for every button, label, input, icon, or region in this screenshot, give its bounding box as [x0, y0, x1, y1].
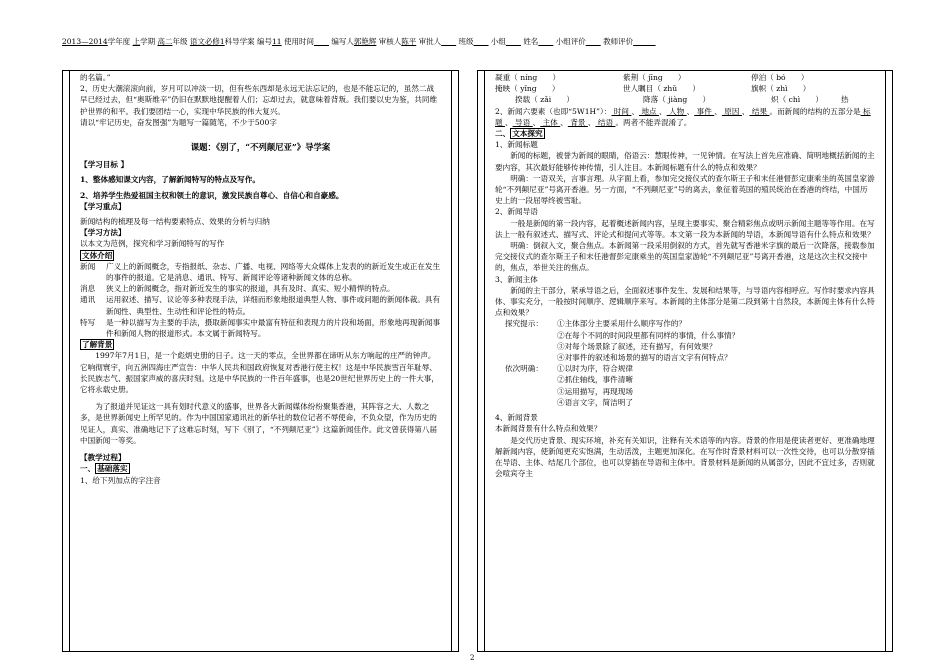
pinyin-item: 旗帜（ zhì ） [751, 84, 811, 94]
answer-blank: 地点 [639, 106, 660, 116]
goals-heading: 【学习目标 】 [80, 160, 129, 170]
intro-line: 的名篇。” [80, 73, 111, 82]
s3-para-1: 新闻的主干部分，紧承导语之后，全面叙述事件发生、发展和结果等，与导语内容相呼应。写作时要求内容具体、事实充分，一般按时间顺序、逻辑顺序来写。本新闻的主体部分是第二段到第十自然段，本新闻主体有什么特点和效果？ [495, 285, 875, 318]
pinyin-item: 掩映（ yǐnɡ ） [495, 84, 560, 94]
answer-blank: 时间 [611, 106, 632, 116]
answer-blank: 原因 [721, 106, 742, 116]
answer-blank: 导语 [512, 117, 533, 127]
s3-answer: ④语言文字，简洁明了 [557, 397, 633, 407]
answer-blank: 标题 [495, 106, 871, 127]
pinyin-item: 炽（ chì ） [771, 95, 823, 105]
right-content: 凝重（ nínɡ ） 紫荆（ jīnɡ ） 停泊（ bó ） 掩映（ yǐnɡ ） 世人瞩目（ zhǔ ） 旗帜（ zhì ） 揆载（ zǎi ） 降落（ jiànɡ ） 炽（ chì ） 热 2、新闻六要素（也即“5W1H”）： 时间 、 地点 、 人物 、 事件 、 原因 、 结果 。而新闻的结构的五部分是 标题 、 导语 、 主体 、 背景 、 结语 。两者不能弄混淆了。 二、 文本探究 1、新闻标题 新闻的标题，被誉为新闻的眼睛，俗语云：慧眼传神，一见钟情。在写法上首先应准确、简明地概括新闻的主要内容，其次最好能够传神传情，引人注目。本新闻标题有什么的特点和效果？ 明确：一语双关，言事言理。从字面上看，参加完交接仪式的查尔斯王子和末任港督彭定康乘坐的英国皇家游轮“不列颠尼亚”号离开香港。另一方面，“不列颠尼亚”号的离去，象征着英国的殖民统治在香港的终结，中国历史上的一段屈辱终被雪耻。 2、新闻导语 一般是新闻的第一段内容，起着概述新闻内容，呈现主要事实、聚合精彩焦点或明示新闻主题等等作用。在写法上一般有叙述式、描写式、评论式和提问式等等。本文第一段为本新闻的导语，本新闻导语有什么特点和效果？ 明确：倒叙入文，聚合焦点。本新闻第一段采用倒叙的方式，首先就写香港米字旗的最后一次降落，接载参加完交接仪式的查尔斯王子和末任港督彭定康乘坐的英国皇家游轮“不列颠尼亚”号离开香港，这是这次主权交接中的，焦点，举世关注的焦点。 3、新闻主体 新闻的主干部分，紧承导语之后，全面叙述事件发生、发展和结果等，与导语内容相呼应。写作时要求内容具体、事实充分，一般按时间顺序、逻辑顺序来写。本新闻的主体部分是第二段到第十自然段，本新闻主体有什么特点和效果？ 探究提示： ①主体部分主要采用什么顺序写作的？ ②在每个不同的时间段里都有同样的事情，什么事情？ ③对每个场景除了叙述，还有描写，有何效果？ ④对事件的叙述和场景的描写的语言文字有何特点？ 依次明确： ①以时为序，符合规律 ②抓住轴线，事件清晰 ③运用描写，再现现场 ④语言文字，简洁明了 4、新闻背景 本新闻背景有什么特点和效果？ 是交代历史背景、现实环境，补充有关知识，注释有关术语等的内容。背景的作用是使读者更好、更准确地理解新闻内容，使新闻更充实饱满，生动活泼，主题更加深化。在写作时背景材料可以一次性交待，也可以分散穿插在导语、主体、结尾几个部位，也可以穿插在导语和主体中。背景材料是新闻的从属部分，因此不宜过多，否则就会喧宾夺主 [495, 73, 875, 479]
pinyin-item: 停泊（ bó ） [751, 73, 809, 82]
answer-blank: 主体 [540, 117, 561, 127]
s2-heading: 2、新闻导语 [495, 207, 538, 217]
s3-answer: ③运用描写，再现现场 [557, 386, 633, 396]
reviewer: 陈平 [401, 37, 417, 46]
left-page [62, 70, 459, 652]
intro-paragraph: 2、历史大潮滚滚向前，岁月可以冲淡一切，但有些东西却是永远无法忘记的，也是不能忘记的，虽然二战早已经过去，但“奥斯维辛”仍旧在默默地提醒着人们；忘却过去，就意味着背叛。我们要以史为鉴，共同维护世界的和平。我们要团结一心，实现中华民族的伟大复兴。 [80, 84, 438, 116]
s3-tips: 探究提示： ①主体部分主要采用什么顺序写作的？ ②在每个不同的时间段里都有同样的事情，什么事情？ ③对每个场景除了叙述，还有描写，有何效果？ ④对事件的叙述和场景的描写的语言文字有何特点？ [505, 319, 740, 363]
pinyin-row [495, 72, 875, 83]
pinyin-item: 降落（ jiànɡ ） [643, 95, 711, 105]
school-year: 2013—2014 [62, 37, 108, 46]
right-inner-frame [484, 70, 886, 652]
section-text-inquiry: 文本探究 [512, 129, 543, 139]
s1-para-1: 新闻的标题，被誉为新闻的眼睛，俗语云：慧眼传神，一见钟情。在写法上首先应准确、简明地概括新闻的主要内容，其次最好能够传神传情，引人注目。本新闻标题有什么的特点和效果？ [495, 151, 875, 172]
method-heading: 【学习方法】 [80, 228, 126, 238]
method-text: 以本文为范例，探究和学习新闻特写的写作 [80, 239, 225, 249]
process-heading: 【教学过程】 [80, 453, 126, 463]
book: 语文必修1 [189, 37, 225, 46]
background-para-1: 1997年7月1日，是一个彪炳史册的日子。这一天的零点，全世界都在谛听从东方响起的庄严的钟声。它响彻寰宇，向五洲四海庄严宣告：中华人民共和国政府恢复对香港行使主权！这是中华民族雪百年耻辱、长民族志气、振国家声威的喜庆时刻。这是中华民族的一件百年盛事，也是20世纪世界历史上的一件大事，它将永载史册。 [80, 351, 439, 395]
goal-2: 2、培养学生热爱祖国主权和领土的意识，激发民族自尊心、自信心和自豪感。 [80, 190, 344, 200]
s1-heading: 1、新闻标题 [495, 140, 538, 150]
header-line: 2013—2014学年度 上学期 高二年级 语文必修1科导学案 编号11 使用时间 编写人郭艳辉 审核人陈平 审批人 班级 小组 姓名 小组评价 教师评价 [62, 37, 634, 46]
pinyin-grid [495, 72, 875, 106]
pinyin-item: 世人瞩目（ zhǔ ） [623, 84, 700, 94]
writing-prompt: 请以“牢记历史，奋发图强”为题写一篇随笔，不少于500字 [80, 117, 277, 127]
s3-tip: ④对事件的叙述和场景的描写的语言文字有何特点？ [557, 353, 732, 363]
genre-feature: 特写 是一种以描写为主要的手法，摄取新闻事实中最富有特征和表现力的片段和场面，形象地再现新闻事件和新闻人物的报道形式。本文属于新闻特写。 [80, 317, 441, 339]
pinyin-item: 凝重（ nínɡ ） [495, 73, 561, 82]
genre-news: 新闻 广义上的新闻概念，专指报纸、杂志、广播、电视、网络等大众媒体上发表的的新近发生或正在发生的事件的报道。它是消息、通讯、特写、新闻评论等诸种新闻文体的总称。 [80, 261, 441, 283]
s2-para-2: 明确：倒叙入文，聚合焦点。本新闻第一段采用倒叙的方式，首先就写香港米字旗的最后一次降落，接载参加完交接仪式的查尔斯王子和末任港督彭定康乘坐的英国皇家游轮“不列颠尼亚”号离开香港，这是这次主权交接中的，焦点，举世关注的焦点。 [495, 241, 875, 273]
s4-para: 是交代历史背景、现实环境，补充有关知识，注释有关术语等的内容。背景的作用是使读者更好、更准确地理解新闻内容，使新闻更充实饱满，生动活泼，主题更加深化。在写作时背景材料可以一次性交待，也可以分散穿插在导语、主体、结尾几个部位，也可以穿插在导语和主体中。背景材料是新闻的从属部分，因此不宜过多，否则就会喧宾夺主 [495, 435, 875, 479]
pinyin-item: 紫荆（ jīnɡ ） [623, 73, 686, 82]
grade: 高二 [157, 37, 173, 46]
s3-tip: ①主体部分主要采用什么顺序写作的？ [557, 319, 687, 329]
item-1: 1、给下列加点的字注音 [80, 475, 161, 485]
focus-text: 新闻结构的梳理及每一结构要素特点、效果的分析与归纳 [80, 217, 270, 227]
answer-blank: 人物 [666, 106, 687, 116]
genre-message: 消息 狭义上的新闻概念，指对新近发生的事实的报道，具有及时、真实、短小精悍的特点。 [80, 284, 395, 294]
answer-blank: 背景 [567, 117, 588, 127]
s3-tip: ②在每个不同的时间段里都有同样的事情，什么事情？ [557, 330, 740, 340]
doc-number: 11 [272, 37, 282, 46]
lesson-title: 课题：《别了，“不列颠尼亚”》导学案 [190, 142, 331, 153]
answer-blank: 结语 [595, 117, 616, 127]
pinyin-row [495, 83, 875, 94]
q2-text: 2、新闻六要素（也即“5W1H”）： 时间 、 地点 、 人物 、 事件 、 原因 、 结果 。而新闻的结构的五部分是 标题 、 导语 、 主体 、 背景 、 结语 。两者不能弄混淆了。 [495, 106, 871, 127]
goal-1: 1、整体感知课文内容，了解新闻特写的特点及写作。 [80, 175, 260, 185]
s4-question: 本新闻背景有什么特点和效果？ [495, 424, 602, 434]
pinyin-row [495, 94, 875, 105]
right-page [477, 70, 893, 652]
s3-answers: 依次明确： ①以时为序，符合规律 ②抓住轴线，事件清晰 ③运用描写，再现现场 ④语言文字，简洁明了 [505, 364, 633, 407]
left-content: 的名篇。” 2、历史大潮滚滚向前，岁月可以冲淡一切，但有些东西却是永远无法忘记的，也是不能忘记的，虽然二战早已经过去，但“奥斯维辛”仍旧在默默地提醒着人们；忘却过去，就意味着背叛。我们要以史为鉴，共同维护世界的和平。我们要团结一心，实现中华民族的伟大复兴。 请以“牢记历史，奋发图强”为题写一篇随笔，不少于500字 课题：《别了，“不列颠尼亚”》导学案 【学习目标 】 1、整体感知课文内容，了解新闻特写的特点及写作。 2、培养学生热爱祖国主权和领土的意识，激发民族自尊心、自信心和自豪感。 【学习重点】 新闻结构的梳理及每一结构要素特点、效果的分析与归纳 【学习方法】 以本文为范例，探究和学习新闻特写的写作 文体介绍 新闻 广义上的新闻概念，专指报纸、杂志、广播、电视、网络等大众媒体上发表的的新近发生或正在发生的事件的报道。它是消息、通讯、特写、新闻评论等诸种新闻文体的总称。 消息 狭义上的新闻概念，指对新近发生的事实的报道，具有及时、真实、短小精悍的特点。 通讯 运用叙述、描写、议论等多种表现手法，详细而形象地报道典型人物、事件或问题的新闻体裁。具有新闻性、典型性、生动性和评论性的特点。 特写 是一种以描写为主要的手法，摄取新闻事实中最富有特征和表现力的片段和场面，形象地再现新闻事件和新闻人物的报道形式。本文属于新闻特写。 了解背景 1997年7月1日，是一个彪炳史册的日子。这一天的零点，全世界都在谛听从东方响起的庄严的钟声。它响彻寰宇，向五洲四海庄严宣告：中华人民共和国政府恢复对香港行使主权！这是中华民族雪百年耻辱、长民族志气、振国家声威的喜庆时刻。这是中华民族的一件百年盛事，也是20世纪世界历史上的一件大事，它将永载史册。 为了报道并见证这一具有划时代意义的盛事，世界各大新闻媒体纷纷聚集香港，其阵容之大、人数之多，是世界新闻史上所罕见的。作为中国国家通讯社的新华社的数位记者不辱使命，不负众望，作为历史的见证人，真实、准确地记下了这难忘时刻，写下《别了，“不列颠尼亚”》这篇新闻佳作。此文曾获得第八届中国新闻一等奖。 【教学过程】 一、 基础落实 1、给下列加点的字注音 [80, 73, 441, 485]
s3-heading: 3、新闻主体 [495, 274, 538, 284]
genre-communication: 通讯 运用叙述、描写、议论等多种表现手法，详细而形象地报道典型人物、事件或问题的新闻体裁。具有新闻性、典型性、生动性和评论性的特点。 [80, 295, 441, 316]
page-number: 2 [470, 654, 475, 662]
s1-para-2: 明确：一语双关，言事言理。从字面上看，参加完交接仪式的查尔斯王子和末任港督彭定康乘坐的英国皇家游轮“不列颠尼亚”号离开香港。另一方面，“不列颠尼亚”号的离去，象征着英国的殖民统治在香港的终结，中国历史上的一段屈辱终被雪耻。 [495, 173, 875, 206]
s2-para-1: 一般是新闻的第一段内容，起着概述新闻内容，呈现主要事实、聚合精彩焦点或明示新闻主题等等作用。在写法上一般有叙述式、描写式、评论式和提问式等等。本文第一段为本新闻的导语，本新闻导语有什么特点和效果？ [495, 218, 875, 239]
pinyin-tail: 热 [841, 95, 849, 105]
answer-blank: 事件 [694, 106, 715, 116]
answer-blank: 结果 [749, 106, 770, 116]
term: 上 [132, 37, 141, 46]
s4-heading: 4、新闻背景 [495, 413, 538, 423]
section-basics: 基础落实 [97, 464, 128, 474]
s3-answer: ②抓住轴线，事件清晰 [557, 375, 633, 385]
pinyin-item: 揆载（ zǎi ） [515, 95, 574, 105]
s3-tip: ③对每个场景除了叙述，还有描写，有何效果？ [557, 341, 717, 351]
background-para-2: 为了报道并见证这一具有划时代意义的盛事，世界各大新闻媒体纷纷聚集香港，其阵容之大、人数之多，是世界新闻史上所罕见的。作为中国国家通讯社的新华社的数位记者不辱使命，不负众望，作为历史的见证人，真实、准确地记下了这难忘时刻，写下《别了，“不列颠尼亚”》这篇新闻佳作。此文曾获得第八届中国新闻一等奖。 [80, 402, 438, 445]
genre-heading: 文体介绍 [82, 250, 113, 260]
s3-answer: ①以时为序，符合规律 [557, 364, 633, 374]
left-inner-frame [69, 70, 452, 652]
writer: 郭艳辉 [353, 37, 377, 46]
focus-heading: 【学习重点】 [80, 201, 126, 211]
background-heading: 了解背景 [82, 340, 113, 350]
